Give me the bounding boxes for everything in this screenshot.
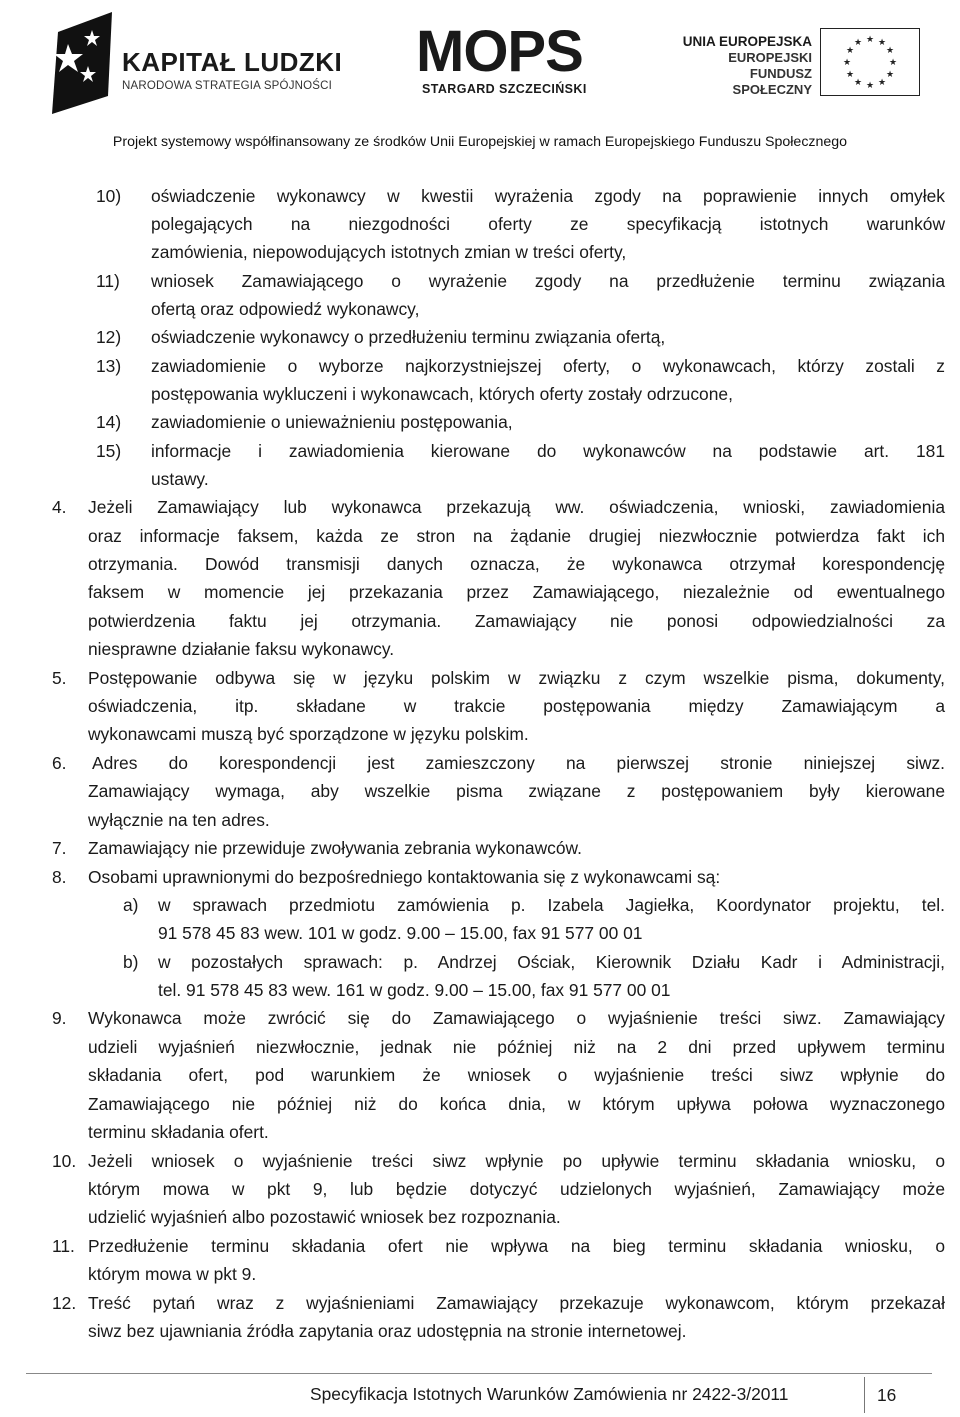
item-number: 10)	[96, 186, 122, 206]
svg-text:★: ★	[865, 35, 875, 45]
text-line: wniosek Zamawiającego o wyrażenie zgody na przedłużenie terminu związania	[151, 271, 945, 291]
text-line: wykonawcami muszą być sporządzone w języku polskim.	[88, 724, 529, 744]
svg-text:★: ★	[888, 58, 898, 68]
text-line: Jeżeli wniosek o wyjaśnienie treści siwz wpłynie po upływie terminu składania wniosku, o	[88, 1151, 945, 1171]
header-logos	[0, 0, 960, 125]
text-line: składania ofert, pod warunkiem że wniosek o wyjaśnienie treści siwz wpłynie do	[88, 1065, 945, 1085]
eu-logo-line1: UNIA EUROPEJSKA	[682, 34, 812, 49]
svg-text:★: ★	[885, 46, 895, 56]
point-number: 12.	[52, 1293, 77, 1313]
text-line: zawiadomienie o wyborze najkorzystniejszej oferty, o wykonawcach, którzy zostali z	[151, 356, 945, 376]
text-line: wyłącznie na ten adres.	[88, 810, 270, 830]
text-line: w sprawach przedmiotu zamówienia p. Izabela Jagiełka, Koordynator projektu, tel.	[158, 895, 945, 915]
kapital-ludzki-logo	[48, 8, 348, 118]
text-line: Przedłużenie terminu składania ofert nie wpływa na bieg terminu składania wniosku, o	[88, 1236, 945, 1256]
project-funding-line: Projekt systemowy współfinansowany ze środków Unii Europejskiej w ramach Europejskiego Funduszu Społecznego	[112, 134, 848, 150]
item-number: 14)	[96, 412, 122, 432]
text-line: niesprawne działanie faksu wykonawcy.	[88, 639, 395, 659]
text-line: Treść pytań wraz z wyjaśnieniami Zamawiający przekazuje wykonawcom, którym przekazał	[88, 1293, 945, 1313]
mops-title: MOPS	[416, 19, 583, 84]
item-number: 15)	[96, 441, 122, 461]
svg-text:★: ★	[877, 78, 887, 88]
text-line: potwierdzenia faktu jej otrzymania. Zamawiający nie ponosi odpowiedzialności za	[88, 611, 945, 631]
svg-text:★: ★	[865, 81, 875, 91]
svg-text:★: ★	[853, 38, 863, 48]
footer-divider	[26, 1373, 932, 1374]
mops-logo	[416, 19, 606, 102]
point-number: 10.	[52, 1151, 77, 1171]
point-number: 8.	[52, 867, 67, 887]
text-line: postępowania wykluczeni i wykonawcach, których oferty zostały odrzucone,	[151, 384, 733, 404]
text-line: oraz informacje faksem, każda ze stron na żądanie drugiej niezwłocznie potwierdza fakt ich	[88, 526, 945, 546]
text-line: siwz bez ujawniania źródła zapytania oraz udostępnia na stronie internetowej.	[88, 1321, 687, 1341]
point-number: 5.	[52, 668, 67, 688]
eu-logo-line3: FUNDUSZ SPOŁECZNY	[732, 66, 812, 97]
text-line: zamówienia, niepowodujących istotnych zmian w treści oferty,	[151, 242, 627, 262]
text-line: którym mowa w pkt 9.	[88, 1264, 257, 1284]
text-line: faksem w momencie jej przekazania przez Zamawiającego, niezależnie od ewentualnego	[88, 582, 945, 602]
svg-text:★: ★	[845, 46, 855, 56]
text-line: Wykonawca może zwrócić się do Zamawiającego o wyjaśnienie treści siwz. Zamawiający	[88, 1008, 945, 1028]
text-line: w pozostałych sprawach: p. Andrzej Ościak, Kierownik Działu Kadr i Administracji,	[158, 952, 945, 972]
text-line: oświadczenie wykonawcy w kwestii wyrażenia zgody na poprawienie innych omyłek	[151, 186, 945, 206]
kapital-ludzki-mark-icon	[48, 10, 114, 116]
svg-text:★: ★	[845, 70, 855, 80]
text-line: terminu składania ofert.	[88, 1122, 269, 1142]
text-line: ofertą oraz odpowiedź wykonawcy,	[151, 299, 420, 319]
kapital-ludzki-text	[122, 48, 342, 92]
text-line: Osobami uprawnionymi do bezpośredniego kontaktowania się z wykonawcami są:	[88, 867, 721, 887]
item-number: 13)	[96, 356, 122, 376]
text-line: polegających na niezgodności oferty ze specyfikacją istotnych warunków	[151, 214, 945, 234]
page-number: 16	[864, 1377, 923, 1413]
svg-text:★: ★	[885, 70, 895, 80]
kapital-ludzki-title: KAPITAŁ LUDZKI	[122, 47, 343, 77]
point-number: 6.	[52, 753, 67, 773]
text-line: informacje i zawiadomienia kierowane do wykonawców na podstawie art. 181	[151, 441, 945, 461]
text-line: Zamawiający nie przewiduje zwoływania zebrania wykonawców.	[88, 838, 582, 858]
subpoint-letter: a)	[123, 895, 139, 915]
text-line: oświadczenia, itp. składane w trakcie postępowania między Zamawiającym a	[88, 696, 945, 716]
text-line: Zamawiającego nie później niż do końca dnia, w którym upływa połowa wyznaczonego	[88, 1094, 945, 1114]
point-number: 7.	[52, 838, 67, 858]
kapital-ludzki-subtitle: NARODOWA STRATEGIA SPÓJNOŚCI	[122, 80, 333, 92]
mops-subtitle: STARGARD SZCZECIŃSKI	[422, 82, 587, 96]
text-line: którym mowa w pkt 9, lub będzie dotyczyć udzielonych wyjaśnień, Zamawiający może	[88, 1179, 945, 1199]
eu-flag-icon	[820, 28, 920, 96]
eu-logo-text	[680, 34, 812, 98]
svg-text:★: ★	[877, 38, 887, 48]
text-line: zawiadomienie o unieważnieniu postępowania,	[151, 412, 513, 432]
text-line: Adres do korespondencji jest zamieszczony na pierwszej stronie niniejszej siwz.	[92, 753, 945, 773]
item-number: 11)	[96, 271, 120, 291]
svg-text:★: ★	[853, 78, 863, 88]
text-line: udzieli wyjaśnień niezwłocznie, jednak nie później niż na 2 dni przed upływem terminu	[88, 1037, 945, 1057]
text-line: oświadczenie wykonawcy o przedłużeniu terminu związania ofertą,	[151, 327, 666, 347]
text-line: Postępowanie odbywa się w języku polskim w związku z czym wszelkie pisma, dokumenty,	[88, 668, 945, 688]
text-line: udzielić wyjaśnień albo pozostawić wniosek bez rozpoznania.	[88, 1207, 561, 1227]
text-line: 91 578 45 83 wew. 101 w godz. 9.00 – 15.00, fax 91 577 00 01	[158, 923, 643, 943]
point-number: 11.	[52, 1236, 75, 1256]
point-number: 4.	[52, 497, 67, 517]
text-line: Zamawiający wymaga, aby wszelkie pisma związane z postępowaniem były kierowane	[88, 781, 945, 801]
eu-logo-line2: EUROPEJSKI	[728, 50, 812, 65]
item-number: 12)	[96, 327, 122, 347]
footer-title: Specyfikacja Istotnych Warunków Zamówienia nr 2422-3/2011	[310, 1384, 789, 1404]
subpoint-letter: b)	[123, 952, 139, 972]
text-line: ustawy.	[151, 469, 209, 489]
eu-logo	[680, 28, 920, 108]
text-line: Jeżeli Zamawiający lub wykonawca przekazują ww. oświadczenia, wnioski, zawiadomienia	[88, 497, 945, 517]
point-number: 9.	[52, 1008, 67, 1028]
text-line: otrzymania. Dowód transmisji danych oznacza, że wykonawca otrzymał korespondencję	[88, 554, 945, 574]
text-line: tel. 91 578 45 83 wew. 161 w godz. 9.00 – 15.00, fax 91 577 00 01	[158, 980, 671, 1000]
svg-text:★: ★	[842, 58, 852, 68]
